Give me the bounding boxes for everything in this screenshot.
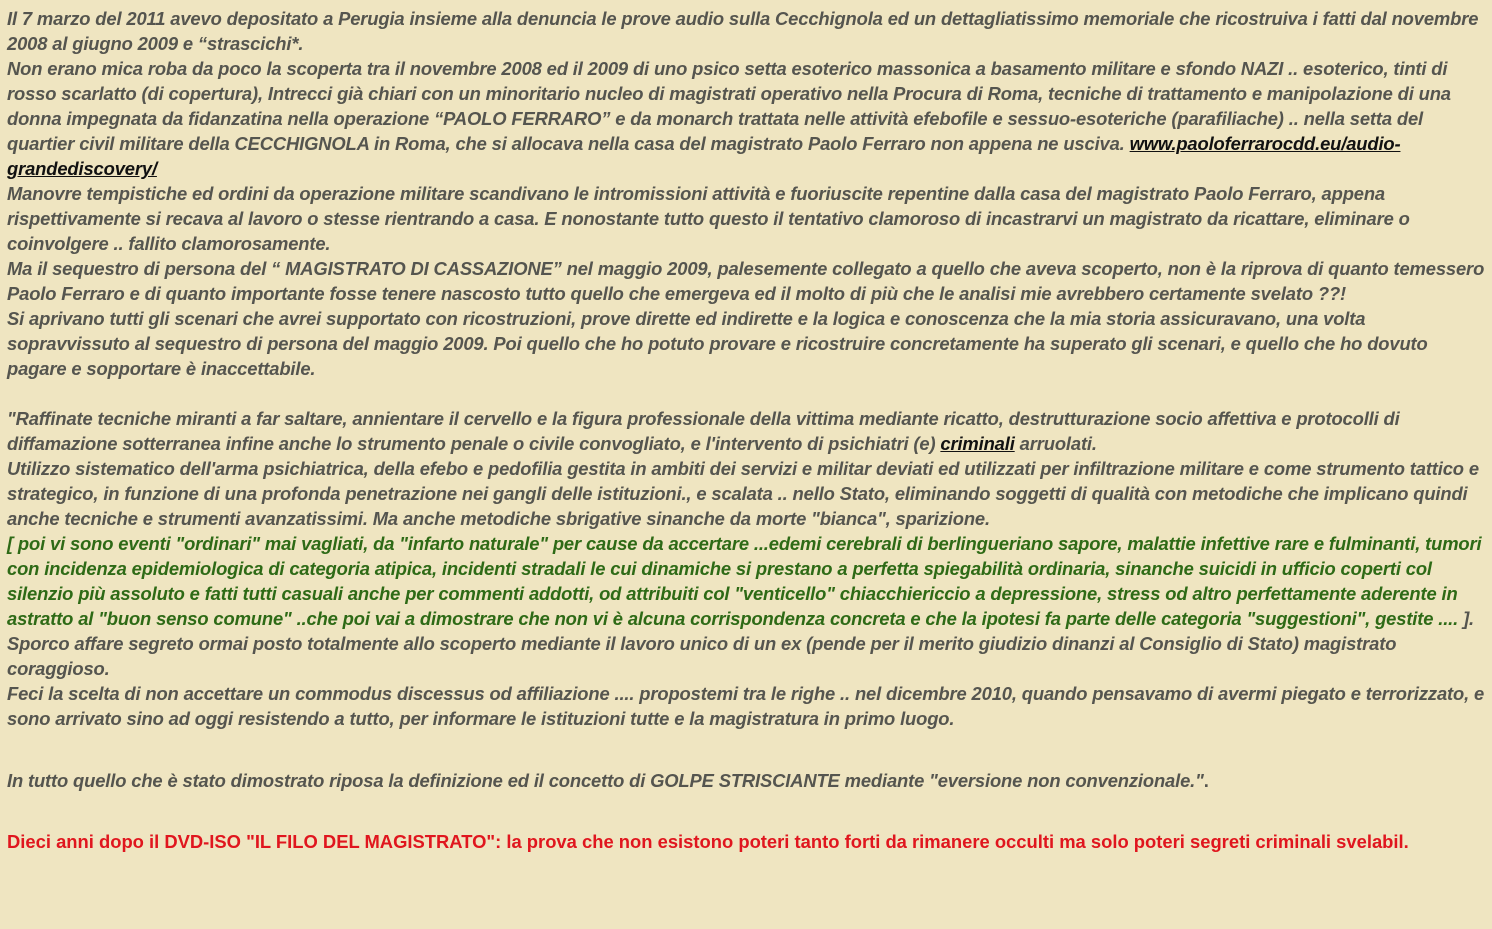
paragraph-scenari: Si aprivano tutti gli scenari che avrei supportato con ricostruzioni, prove dirette ed indirette e la logica e conoscenza che la mia storia assicuravano, una volta sopravvissuto al sequestro di persona del maggio 2009. Poi quello che ho potuto provare e ricostruire concretamente ha superato gli scenari, e quello che ho dovuto pagare e sopportare è inaccettabile. (7, 308, 1428, 379)
paragraph-sequestro: Ma il sequestro di persona del “ MAGISTRATO DI CASSAZIONE” nel maggio 2009, palesemente collegato a quello che aveva scoperto, non è la riprova di quanto temessero Paolo Ferraro e di quanto importante fosse tenere nascosto tutto quello che emergeva ed il molto di più che le analisi mie avrebbero certamente svelato ??! (7, 258, 1485, 304)
paragraph-golpe (7, 768, 1486, 793)
paragraph-memoriale: Il 7 marzo del 2011 avevo depositato a Perugia insieme alla denuncia le prove audio sulla Cecchignola ed un dettagliatissimo memoriale che ricostruiva i fatti dal novembre 2008 al giugno 2009 e “strascichi*. (7, 8, 1479, 54)
spacer (7, 381, 1486, 406)
paragraph-scoperta-text: Non erano mica roba da poco la scoperta tra il novembre 2008 ed il 2009 di uno psico setta esoterico massonica a basamento militare e sfondo NAZI .. esoterico, tinti di rosso scarlatto (di copertura), Intrecci già chiari con un minoritario nucleo di magistrati operativo nella Procura di Roma, tecniche di trattamento e manipolazione di una donna impegnata da fidanzatina nella operazione “PAOLO FERRARO” e da monarch trattata nelle attività efebofile e sessuo-esoteriche (parafiliache) .. nella setta del quartier civil militare della CECCHIGNOLA in Roma, che si allocava nella casa del magistrato Paolo Ferraro non appena ne usciva. (7, 58, 1451, 154)
paragraph-scelta: Feci la scelta di non accettare un commodus discessus od affiliazione .... propostemi tra le righe .. nel dicembre 2010, quando pensavamo di avermi piegato e terrorizzato, e sono arrivato sino ad oggi resistendo a tutto, per informare le istituzioni tutte e la magistratura in primo luogo. (7, 683, 1485, 729)
paragraph-golpe-text: In tutto quello che è stato dimostrato riposa la definizione ed il concetto di GOLPE STRISCIANTE mediante "eversione non convenzionale." (7, 770, 1204, 791)
quote-tecniche-end: arruolati. (1014, 433, 1097, 454)
paragraph-sporco-affare: Sporco affare segreto ormai posto totalmente allo scoperto mediante il lavoro unico di un ex (pende per il merito giudizio dinanzi al Consiglio di Stato) magistrato coraggioso. (7, 633, 1397, 679)
criminali-link[interactable]: criminali (940, 433, 1015, 454)
paragraph-manovre: Manovre tempistiche ed ordini da operazione militare scandivano le intromissioni attività e fuoriuscite repentine dalla casa del magistrato Paolo Ferraro, appena rispettivamente si recava al lavoro o stesse rientrando a casa. E nonostante tutto questo il tentativo clamoroso di incastrarvi un magistrato da ricattare, eliminare o coinvolgere .. fallito clamorosamente. (7, 183, 1410, 254)
headline-dvd-iso: Dieci anni dopo il DVD-ISO "IL FILO DEL MAGISTRATO": la prova che non esistono poteri tanto forti da rimanere occulti ma solo poteri segreti criminali svelabil. (7, 831, 1409, 852)
paragraph-eventi-end: ]. (1458, 608, 1475, 629)
paragraph-golpe-end: . (1203, 770, 1209, 791)
paragraph-eventi-text: [ poi vi sono eventi "ordinari" mai vagliati, da "infarto naturale" per cause da accertare ...edemi cerebrali di berlingueriano sapore, malattie infettive rare e fulminanti, tumori con incidenza epidemiologica di categoria atipica, incidenti stradali le cui dinamiche si prestano a perfetta spiegabilità ordinaria, sinanche suicidi in ufficio coperti col silenzio più assoluto e fatti tutti casuali anche per commenti addotti, od attribuiti col "venticello" chiacchiericcio a depressione, stress od altro perfettamente aderente in astratto al "buon senso comune" ..che poi vai a dimostrare che non vi è alcuna corrispondenza concreta e che la ipotesi fa parte delle categoria "suggestioni", gestite .... (7, 533, 1482, 629)
paragraph-scoperta (7, 56, 1486, 181)
paragraph-eventi-ordinari (7, 531, 1486, 631)
spacer (7, 731, 1486, 768)
audio-grandediscovery-link[interactable]: www.paoloferrarocdd.eu/audio-grandediscovery/ (7, 133, 1401, 179)
quote-tecniche (7, 406, 1486, 456)
paragraph-arma-psichiatrica: Utilizzo sistematico dell'arma psichiatrica, della efebo e pedofilia gestita in ambiti dei servizi e militar deviati ed utilizzati per infiltrazione militare e come strumento tattico e strategico, in funzione di una profonda penetrazione nei gangli delle istituzioni., e scalata .. nello Stato, eliminando soggetti di qualità con metodiche che implicano quindi anche tecniche e strumenti avanzatissimi. Ma anche metodiche sbrigative sinanche da morte "bianca", sparizione. (7, 458, 1479, 529)
spacer (7, 793, 1486, 829)
quote-tecniche-text: "Raffinate tecniche miranti a far saltare, annientare il cervello e la figura professionale della vittima mediante ricatto, destrutturazione socio affettiva e protocolli di diffamazione sotterranea infine anche lo strumento penale o civile convogliato, e l'intervento di psichiatri (e) (7, 408, 1400, 454)
